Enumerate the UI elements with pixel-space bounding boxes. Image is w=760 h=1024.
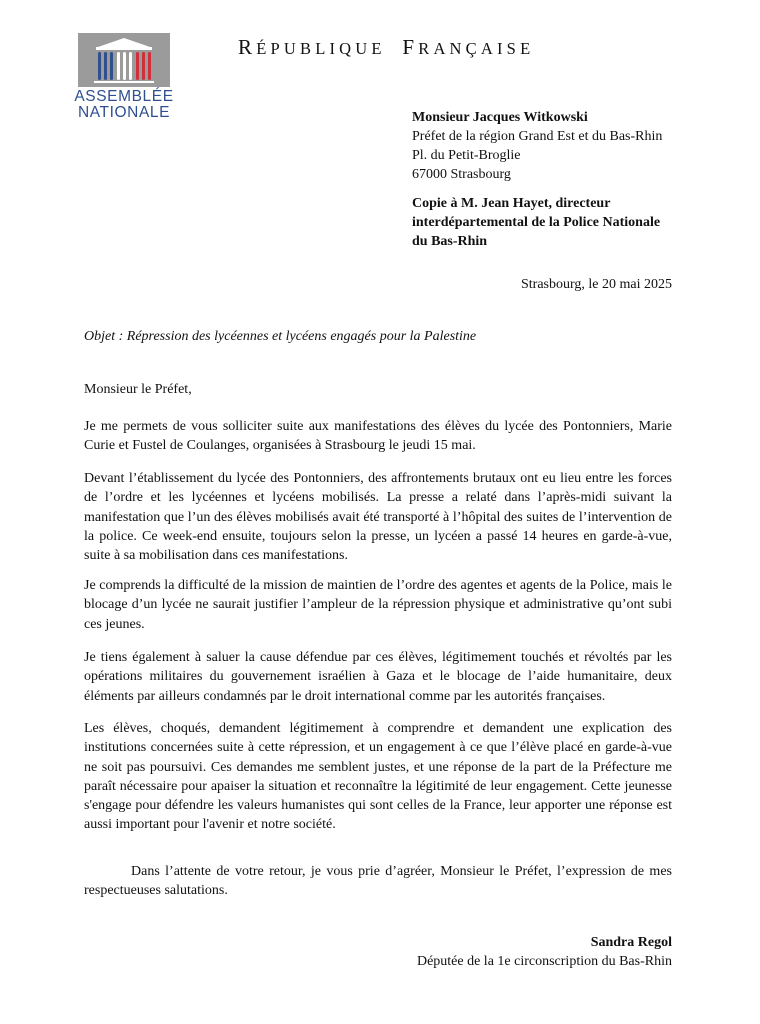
signatory-title: Députée de la 1e circonscription du Bas-Rhin	[416, 954, 672, 969]
recipient-line: Pl. du Petit-Broglie	[412, 148, 521, 163]
assemblee-nationale-logo	[74, 33, 172, 123]
copy-line: du Bas-Rhin	[412, 234, 488, 249]
heading-word-rancaise: RANÇAISE	[418, 39, 535, 58]
letter-salutation: Monsieur le Préfet,	[84, 382, 192, 397]
body-paragraph: Devant l’établissement du lycée des Pontonniers, des affrontements brutaux ont eu lieu entre les forces de l’ordre et les lycéennes et lycéens mobilisés. La presse a relaté dans l’après-midi suivant la manifestation que l’un des élèves mobilisés avait été transporté à l’hôpital des suites de l’intervention de la police. Ce week-end ensuite, toujours selon la presse, un lycéen a passé 14 heures en garde-à-vue, suite à sa mobilisation dans ces manifestations.	[84, 471, 672, 564]
heading-letter-r: R	[238, 35, 257, 59]
heading-word-epublique: ÉPUBLIQUE	[256, 39, 386, 58]
body-paragraph: Je tiens également à saluer la cause défendue par ces élèves, légitimement touchés et révoltés par les opérations militaires du gouvernement israélien à Gaza et le blocage de l’aide humanitaire, deux éléments par ailleurs condamnés par le droit international comme par les autorités françaises.	[84, 650, 672, 704]
body-paragraph: Je comprends la difficulté de la mission de maintien de l’ordre des agentes et agents de la Police, mais le blocage d’un lycée ne saurait justifier l’ampleur de la répression physique et administrative qu’ont subi ces jeunes.	[84, 578, 672, 632]
recipient-line: 67000 Strasbourg	[412, 167, 511, 182]
hemicycle-emblem-icon	[78, 33, 170, 87]
heading-letter-f: F	[402, 35, 419, 59]
recipient-address	[412, 108, 662, 184]
copy-line: Copie à M. Jean Hayet, directeur	[412, 196, 611, 211]
copy-recipient	[412, 194, 660, 251]
recipient-name: Monsieur Jacques Witkowski	[412, 110, 588, 125]
closing-paragraph: Dans l’attente de votre retour, je vous prie d’agréer, Monsieur le Préfet, l’expression de mes respectueuses salutations.	[84, 864, 672, 899]
body-paragraph: Les élèves, choqués, demandent légitimement à comprendre et demandent une explication des institutions concernées suite à cette répression, et un engagement à ce que l’élève placé en garde-à-vue ne soit pas poursuivi. Ces demandes me semblent justes, et une réponse de la part de la Préfecture me paraît nécessaire pour apaiser la situation et reconnaître la légitimité de leur engagement. Cette jeunesse s'engage pour défendre les valeurs humanistes qui sont celles de la France, leur apporter une réponse est aussi important pour l'avenir et notre société.	[84, 721, 672, 833]
logo-line-nationale: NATIONALE	[77, 104, 171, 121]
letter-date: Strasbourg, le 20 mai 2025	[520, 277, 672, 292]
signature-block	[417, 933, 672, 971]
letter-subject: Objet : Répression des lycéennes et lycéens engagés pour la Palestine	[84, 329, 477, 344]
logo-line-assemblee: ASSEMBLÉE	[74, 88, 174, 105]
body-paragraph: Je me permets de vous solliciter suite aux manifestations des élèves du lycée des Pontonniers, Marie Curie et Fustel de Coulanges, organisées à Strasbourg le jeudi 15 mai.	[84, 419, 672, 454]
recipient-line: Préfet de la région Grand Est et du Bas-Rhin	[412, 129, 663, 144]
republique-francaise-heading	[238, 35, 534, 60]
signatory-name: Sandra Regol	[590, 935, 672, 950]
copy-line: interdépartemental de la Police Nationale	[412, 215, 661, 230]
